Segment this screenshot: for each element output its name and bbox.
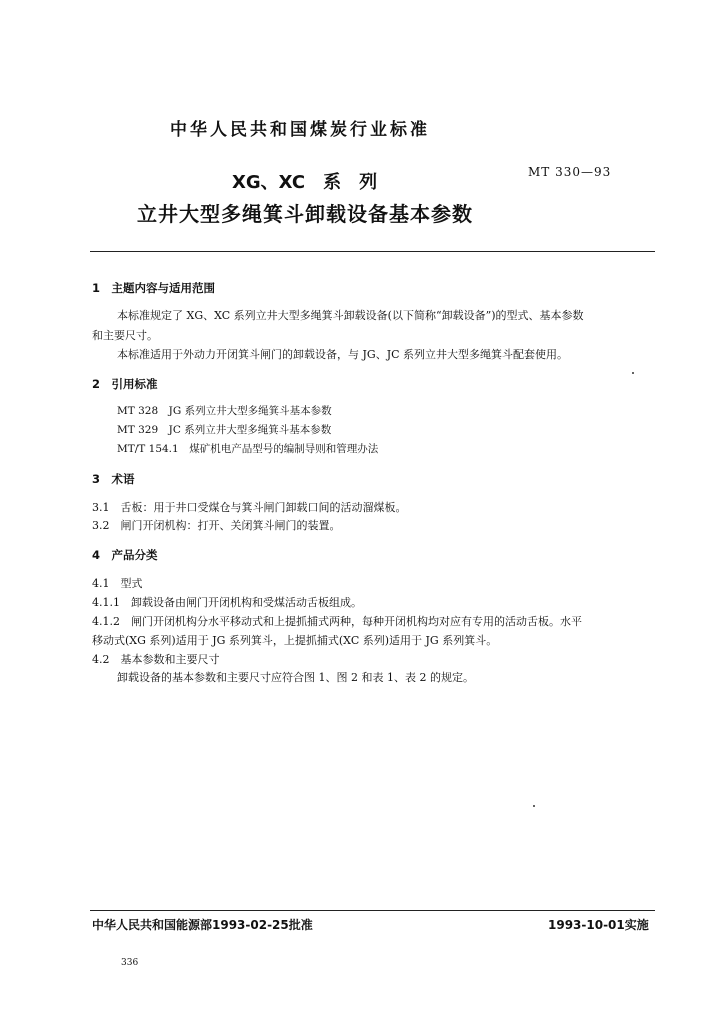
subsection-4-2: 4.2 基本参数和主要尺寸	[92, 653, 220, 666]
section-1-heading: 1 主题内容与适用范围	[92, 281, 216, 295]
subsection-4-1: 4.1 型式	[92, 577, 143, 590]
section-1-paragraph-1-line-1: 本标准规定了 XG、XC 系列立井大型多绳箕斗卸载设备(以下简称“卸载设备”)的型式、基本参数	[117, 309, 584, 322]
reference-item: MT/T 154.1 煤矿机电产品型号的编制导则和管理办法	[117, 443, 379, 455]
section-1-paragraph-1-line-2: 和主要尺寸。	[92, 329, 158, 342]
scan-speck	[533, 805, 535, 807]
document-title: 立井大型多绳箕斗卸载设备基本参数	[137, 202, 473, 226]
standard-category-header: 中华人民共和国煤炭行业标准	[170, 120, 430, 140]
header-rule	[90, 251, 655, 252]
subsection-4-2-text: 卸载设备的基本参数和主要尺寸应符合图 1、图 2 和表 1、表 2 的规定。	[117, 671, 474, 684]
approval-line: 中华人民共和国能源部1993-02-25批准	[92, 918, 313, 932]
subsection-4-1-2-line-1: 4.1.2 闸门开闭机构分水平移动式和上提抓捕式两种，每种开闭机构均对应有专用的活动舌板。水平	[92, 615, 582, 628]
section-3-heading: 3 术语	[92, 472, 135, 486]
reference-item: MT 328 JG 系列立井大型多绳箕斗基本参数	[117, 405, 332, 417]
page-number: 336	[121, 958, 139, 968]
term-item: 3.2 闸门开闭机构：打开、关闭箕斗闸门的装置。	[92, 519, 341, 532]
reference-item: MT 329 JC 系列立井大型多绳箕斗基本参数	[117, 424, 332, 436]
standard-code: MT 330—93	[528, 165, 612, 179]
scan-speck	[632, 372, 634, 374]
section-4-heading: 4 产品分类	[92, 548, 158, 562]
term-item: 3.1 舌板：用于井口受煤仓与箕斗闸门卸载口间的活动溜煤板。	[92, 501, 407, 514]
series-title: XG、XC 系 列	[232, 172, 378, 193]
section-2-heading: 2 引用标准	[92, 377, 158, 391]
implementation-date: 1993-10-01实施	[548, 918, 649, 932]
subsection-4-1-2-line-2: 移动式(XG 系列)适用于 JG 系列箕斗，上提抓捕式(XC 系列)适用于 JG 系列箕斗。	[92, 634, 498, 647]
section-1-paragraph-2: 本标准适用于外动力开闭箕斗闸门的卸载设备，与 JG、JC 系列立井大型多绳箕斗配套使用。	[117, 348, 569, 361]
footer-rule	[90, 910, 655, 911]
subsection-4-1-1: 4.1.1 卸载设备由闸门开闭机构和受煤活动舌板组成。	[92, 596, 362, 609]
